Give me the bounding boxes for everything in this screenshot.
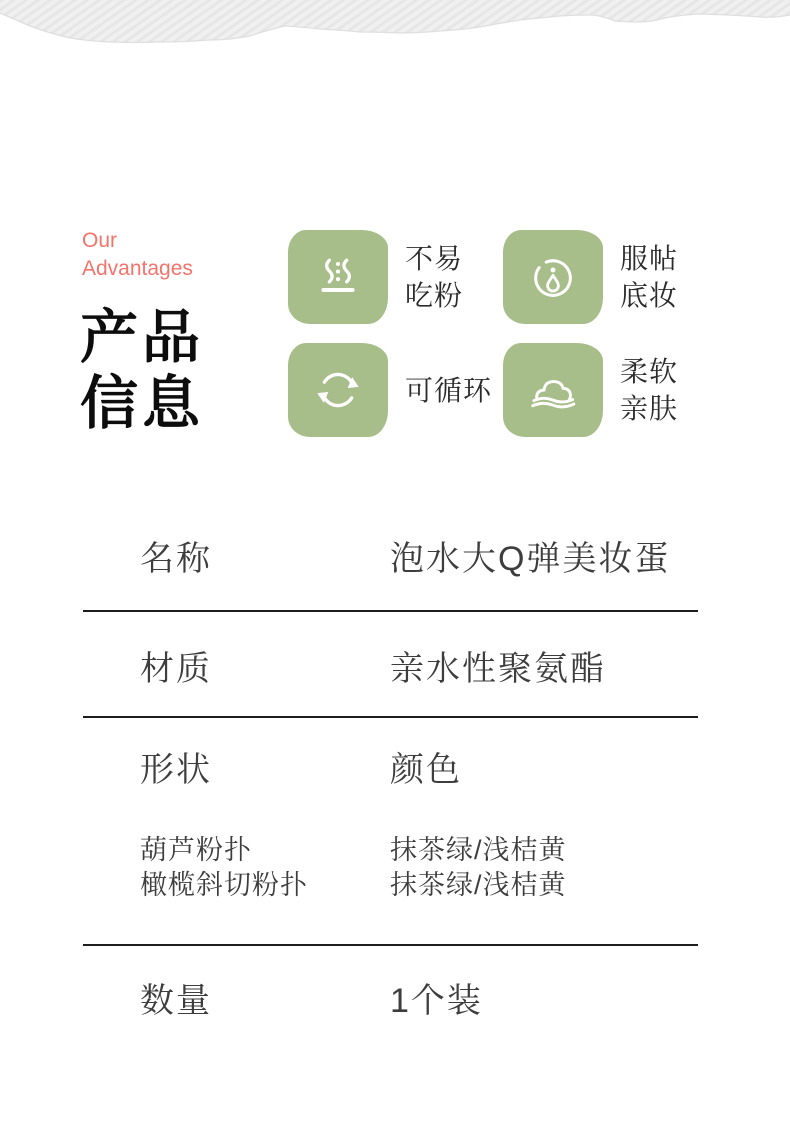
advantage-label	[620, 353, 678, 427]
spec-label-material: 材质	[140, 650, 212, 688]
advantage-label-line: 底妆	[620, 280, 679, 311]
advantage-soft-skin-friendly	[503, 343, 678, 437]
spec-label-shape: 形状	[140, 751, 212, 789]
cloud-icon	[526, 363, 580, 417]
shape-variant-name: 葫芦粉扑	[140, 835, 252, 865]
advantage-label-line: 不易	[405, 243, 464, 274]
advantage-label-line: 可循环	[405, 374, 493, 406]
recycle-icon	[311, 363, 365, 417]
spec-label-color: 颜色	[390, 751, 462, 789]
advantage-badge	[503, 230, 603, 324]
spec-value-material: 亲水性聚氨酯	[390, 650, 606, 688]
divider	[83, 610, 698, 612]
page-title	[80, 305, 204, 437]
advantage-badge	[503, 343, 603, 437]
advantage-label	[620, 240, 678, 314]
advantage-label	[405, 372, 492, 409]
advantage-badge	[288, 343, 388, 437]
page-title-line1: 产品	[80, 305, 205, 370]
droplet-icon	[527, 251, 579, 303]
spec-label-name: 名称	[140, 540, 212, 578]
advantage-label-line: 柔软	[620, 356, 679, 387]
spec-value-quantity: 1个装	[390, 982, 483, 1020]
divider	[83, 716, 698, 718]
advantage-label	[405, 240, 463, 314]
advantage-reusable	[288, 343, 492, 437]
spec-value-name: 泡水大Q弹美妆蛋	[390, 540, 671, 578]
torn-paper-edge	[0, 0, 790, 50]
shape-variant-color: 抹茶绿/浅桔黄	[390, 870, 567, 900]
advantages-eyebrow: Our Advantages	[82, 229, 193, 280]
advantage-label-line: 服帖	[620, 243, 679, 274]
spec-label-quantity: 数量	[140, 982, 212, 1020]
divider	[83, 944, 698, 946]
shape-variant-name: 橄榄斜切粉扑	[140, 870, 308, 900]
advantage-label-line: 亲肤	[620, 393, 679, 424]
advantage-no-powder-eating	[288, 230, 463, 324]
advantage-label-line: 吃粉	[405, 280, 464, 311]
shape-variant-color: 抹茶绿/浅桔黄	[390, 835, 567, 865]
advantage-badge	[288, 230, 388, 324]
page-title-line2: 信息	[80, 371, 205, 436]
advantage-fits-makeup	[503, 230, 678, 324]
steam-icon	[312, 251, 364, 303]
